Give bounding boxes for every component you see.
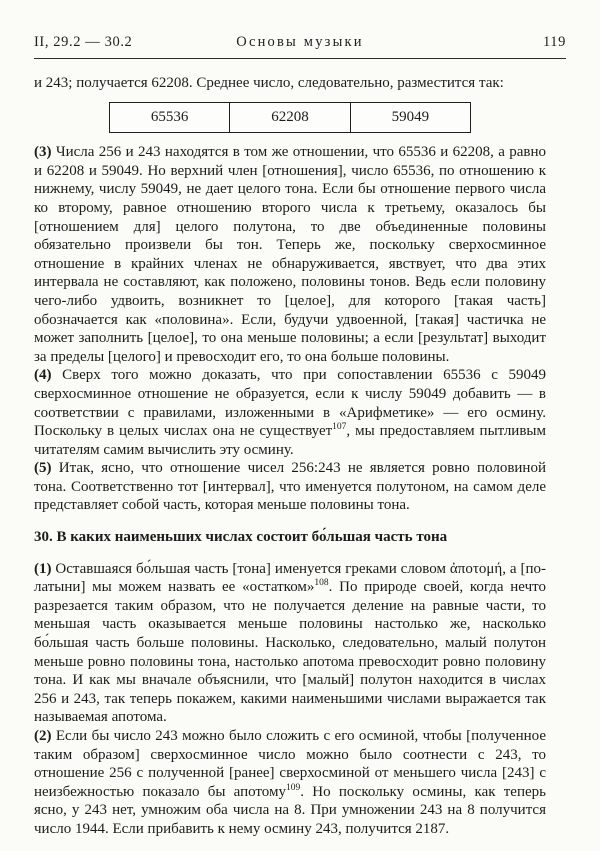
paragraph	[34, 459, 546, 515]
paragraph-marker: (5)	[34, 460, 52, 477]
paragraph	[34, 727, 546, 839]
text-run: , мы предоставляем пытливым читателям самим вычислить эту осмину.	[34, 423, 546, 458]
text-run: . По природе своей, когда нечто разрезается таким образом, что не получается деление на равные части, то меньшая часть оказывается меньше половины настолько же, насколько бо́льшая часть больше половины. Насколько, следовательно, малый полутон меньше ровно половины тона, настолько апотома превосходит ровно половину тона. И как мы вначале объяснили, что [малый] полутон находится в числах 256 и 243, так теперь покажем, какими наименьшими числами выражается так называемая апотома.	[34, 579, 546, 726]
header-rule	[34, 58, 566, 59]
text-run: . Но поскольку осмины, как теперь ясно, у 243 нет, умножим оба числа на 8. При умножении 243 на 8 получится число 1944. Если прибавить к нему осмину 243, получится 2187.	[34, 783, 546, 837]
paragraph	[34, 560, 546, 727]
paragraph-marker: (4)	[34, 367, 52, 384]
paragraph	[34, 366, 546, 459]
table-cell: 65536	[150, 108, 189, 125]
paragraph	[34, 74, 546, 93]
text-run: Числа 256 и 243 находятся в том же отношении, что 65536 и 62208, а равно и 62208 и 59049. Но верхний член [отношения], число 65536, по отношению к нижнему, числу 59049, не дает целого тона. Если бы отношение первого числа ко второму, равное отношению второго числа к третьему, оказалось бы [отношением для] целого полутона, то две объединенные половины обязательно произвели бы тон. Теперь же, поскольку сверхосминное отношение в крайних членах не обнаруживается, явствует, что два этих интервала не составляют, как положено, половины тонов. Ведь если половину чего-либо удвоить, возникнет то [целое], для которого [такая часть] обозначается как «половина». Если, будучи удвоенной, [такая] частичка не может заполнить [целое], то она меньше половины; а если [результат] выходит за пределы [целого] и превосходит его, то она больше половины.	[34, 144, 546, 365]
section-range: II, 29.2 — 30.2	[34, 34, 133, 50]
table-cell: 59049	[350, 103, 470, 133]
section-heading	[34, 528, 546, 547]
running-title: Основы музыки	[236, 34, 364, 50]
paragraph-marker: (2)	[34, 728, 52, 744]
footnote-reference: 109	[286, 782, 301, 793]
text-run: и 243; получается 62208. Среднее число, следовательно, разместится так:	[34, 75, 504, 91]
text-run: Итак, ясно, что отношение чисел 256:243 не является ровно половиной тона. Соответственно тот [интервал], что именуется полутоном, на самом деле представляет собой часть, которая меньше половины тона.	[34, 460, 546, 514]
paragraph-marker: 30. В каких наименьших числах состоит бо́льшая часть тона	[34, 529, 448, 546]
text-run: Сверх того можно доказать, что при сопоставлении 65536 с 59049 сверхосминное отношение не образуется, если к числу 59049 добавить — в соответствии с правилами, изложенными в «Арифметике» — его осмину. Поскольку в целых числах она не существует	[34, 367, 546, 440]
paragraph-marker: (1)	[34, 560, 52, 577]
text-run: Оставшаяся бо́льшая часть [тона] именуется греками словом ἀποτομή, а [по-латыни] мы можем назвать ее «остатком»	[34, 560, 546, 596]
paragraph-marker: (3)	[34, 144, 52, 161]
page-body	[34, 74, 546, 839]
page-number: 119	[542, 34, 566, 50]
footnote-reference: 107	[332, 422, 347, 433]
text-run: Если бы число 243 можно было сложить с его осминой, чтобы [полученное таким образом] сверхосминное число можно было соотнести с 243, то отношение 256 с полученной [ранее] сверхосминой от меньшего числа [243] с неизбежностью показало бы апотому	[34, 728, 546, 800]
number-table	[109, 102, 471, 134]
table-cell: 62208	[229, 103, 349, 133]
page-header	[34, 34, 566, 51]
footnote-reference: 108	[314, 578, 329, 589]
paragraph	[34, 143, 546, 366]
